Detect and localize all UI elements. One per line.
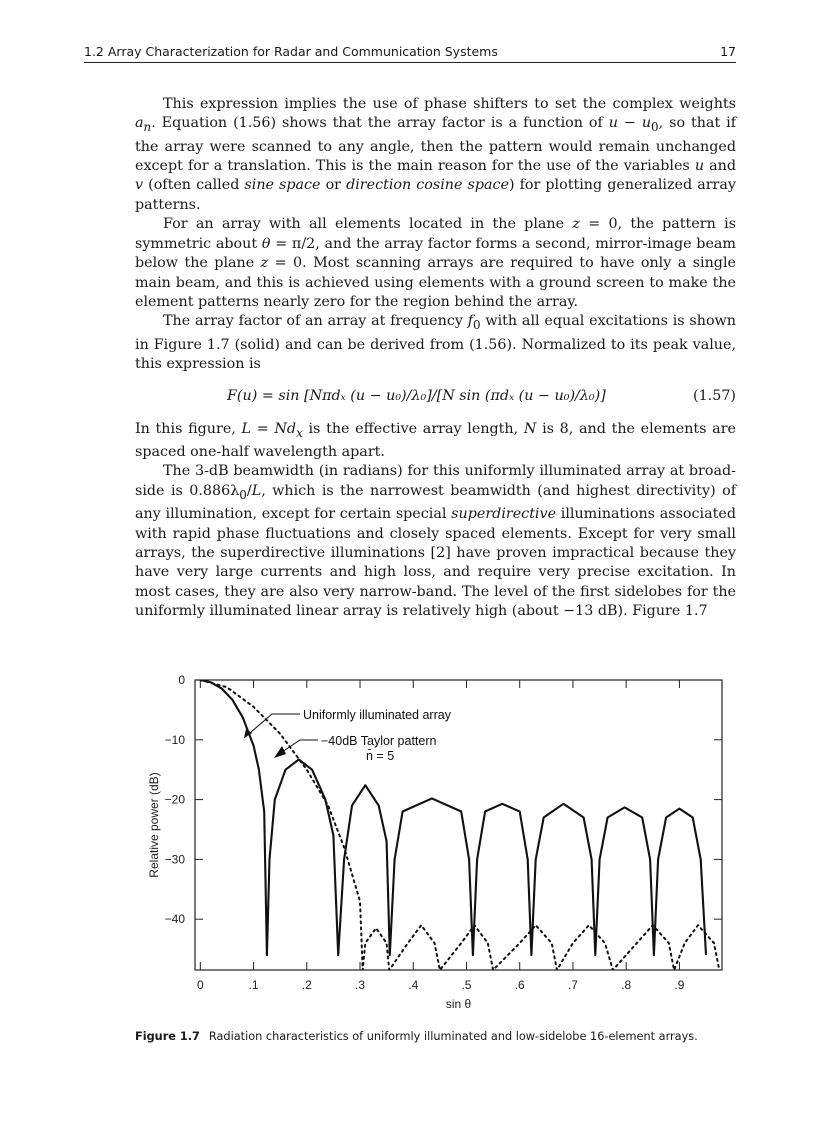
y-tick-label: −10	[164, 732, 185, 747]
equation-number: (1.57)	[693, 388, 736, 405]
x-tick-label: .7	[567, 978, 578, 992]
y-tick-label: −20	[164, 792, 185, 807]
x-tick-label: .4	[408, 978, 419, 992]
paragraph-5: The 3-dB beamwidth (in radians) for this uniformly illuminated array at broad-side is $0.886\lambda_0/L$, which is the narrowest beamwidth (and highest directivity) of any illumination, except for certain special superdirective illuminations associated with rapid phase fluctuations and closely spaced elements. Except for very small arrays, the superdirective illuminations [2] have proven impractical because they have very large currents and high loss, and require very precise excitation. In most cases, they are also very narrow-band. The level of the first sidelobes for the uniformly illuminated linear array is relatively high (about −13 dB). Figure 1.7	[135, 463, 736, 620]
paragraph-4: In this figure, $L = Nd_x$ is the effective array length, N is 8, and the elements are spaced one-half wavelength apart.	[135, 420, 736, 461]
x-tick-label: .1	[248, 978, 259, 992]
y-tick-label: −30	[164, 852, 185, 867]
x-tick-label: .2	[301, 978, 312, 992]
section-title: 1.2 Array Characterization for Radar and Communication Systems	[84, 44, 498, 59]
x-axis-label: sin θ	[445, 997, 472, 1011]
paragraph-1: This expression implies the use of phase shifters to set the complex weights $a_n$. Equation (1.56) shows that the array factor is a function of $u - u_0$, so that if the array were scanned to any angle, then the pattern would remain unchanged except for a translation. This is the main reason for the use of the variables u and v (often called sine space or direction cosine space) for plotting generalized array patterns.	[135, 96, 737, 213]
x-tick-label: 0	[196, 978, 204, 992]
uniform-pattern-series	[200, 680, 706, 955]
y-axis-label: Relative power (dB)	[147, 772, 161, 878]
figure-caption	[135, 1030, 755, 1043]
x-tick-label: .6	[514, 978, 525, 992]
equation-text: F(u) = sin [Nπdₓ (u − u₀)/λ₀]/[N sin (πdₓ (u − u₀)/λ₀)]	[227, 388, 606, 405]
x-tick-label: .3	[355, 978, 366, 992]
annotation-uniform: Uniformly illuminated array	[303, 708, 451, 722]
taylor-leader-line	[282, 740, 318, 752]
annotation-taylor: −40dB Taylor pattern	[321, 734, 437, 748]
uniform-leader-line	[244, 714, 300, 738]
paragraph-3: The array factor of an array at frequency $f_0$ with all equal excitations is shown in Figure 1.7 (solid) and can be derived from (1.56). Normalized to its peak value, this expression is	[135, 313, 736, 372]
x-tick-label: .8	[621, 978, 632, 992]
y-tick-label: 0	[178, 673, 185, 687]
caption-text: Radiation characteristics of uniformly illuminated and low-sidelobe 16-element arrays.	[208, 1030, 698, 1043]
paragraph-2: For an array with all elements located in the plane z = 0, the pattern is symmetric about θ = π/2, and the array factor forms a second, mirror-image beam below the plane z = 0. Most scanning arrays are required to have only a single main beam, and this is achieved using elements with a ground screen to make the element patterns nearly zero for the region behind the array.	[135, 216, 736, 310]
y-tick-label: −40	[164, 912, 185, 927]
taylor-leader-arrowhead	[274, 746, 286, 758]
x-tick-label: .5	[461, 978, 472, 992]
x-tick-label: .9	[674, 978, 685, 992]
annotation-nbar: n̄ = 5	[366, 749, 395, 763]
caption-label: Figure 1.7	[135, 1030, 200, 1043]
page-number: 17	[720, 44, 736, 59]
taylor-pattern-series	[200, 680, 719, 970]
